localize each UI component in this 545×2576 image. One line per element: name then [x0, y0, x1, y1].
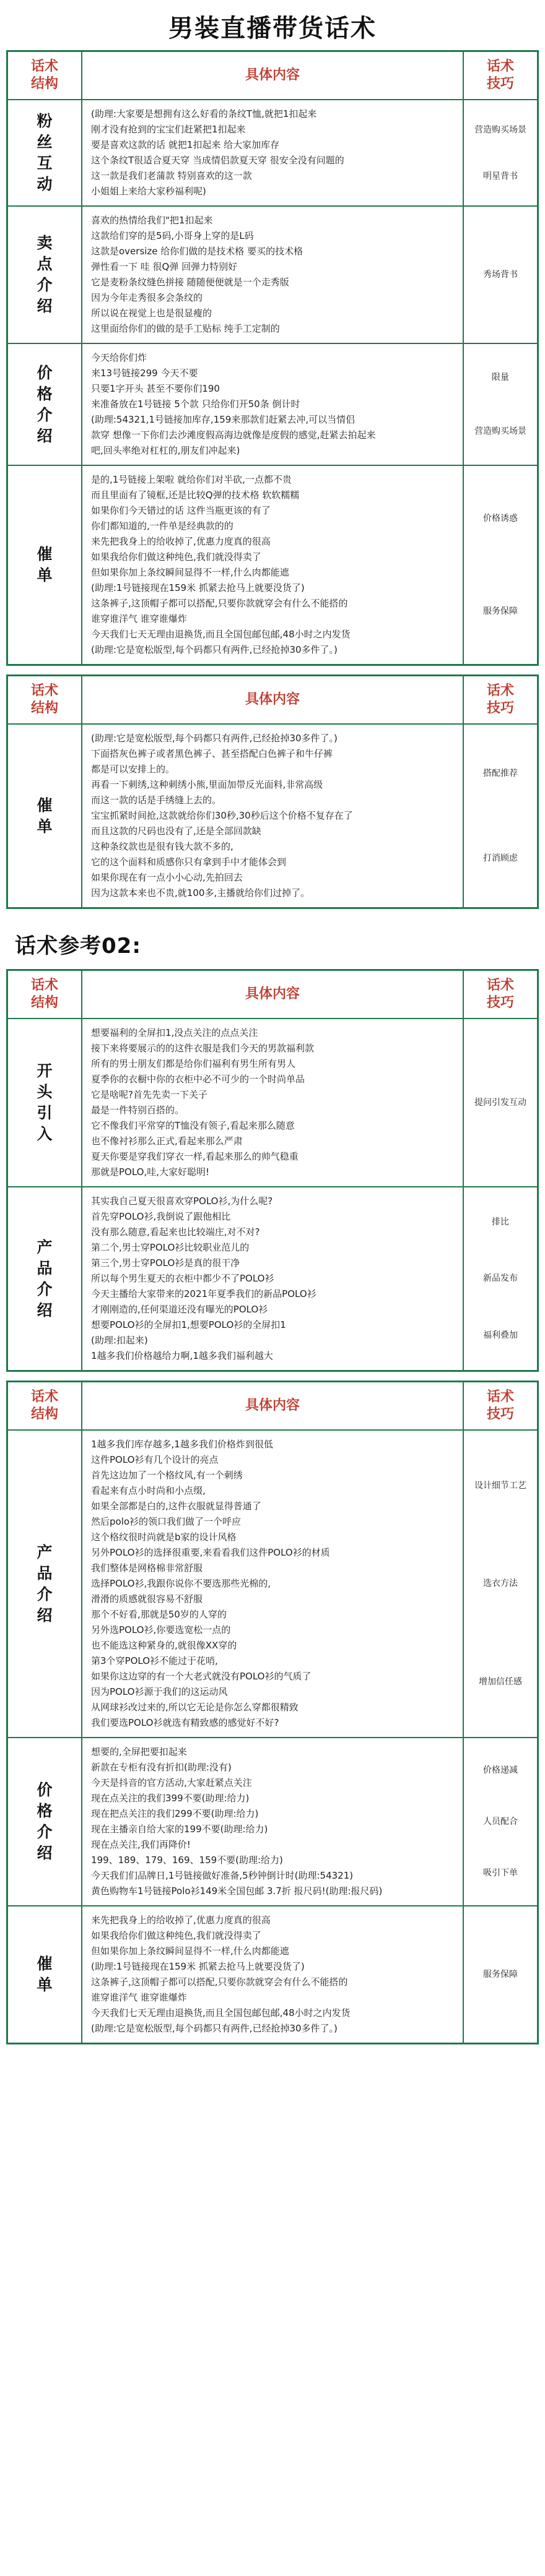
content-line: 这个条纹T很适合夏天穿 当成情侣款夏天穿 很安全没有问题的 — [91, 155, 344, 166]
content-line: 199、189、179、169、159不要(助理:给力) — [91, 1854, 283, 1866]
header-structure: 话术 结构 — [8, 1382, 82, 1429]
content-line: 这条裤子,这顶帽子都可以搭配,只要你款就穿会有什么不能搭的 — [91, 598, 348, 609]
skill-label: 限量 — [492, 372, 509, 382]
table-row — [8, 1906, 537, 2043]
content-line: 它是麦粉条纹缝色拼接 随随便便就是一个走秀版 — [91, 277, 289, 288]
content-line: 另外选POLO衫,你要选宽松一点的 — [91, 1624, 231, 1635]
row-skills — [463, 100, 537, 205]
content-line: 那就是POLO,哇,大家好聪明! — [91, 1166, 210, 1178]
content-line: 来先把我身上的给收掉了,优惠力度真的很高 — [91, 536, 271, 547]
header-content: 具体内容 — [245, 986, 300, 1002]
content-line: 1越多我们价格越给力啊,1越多我们福利越大 — [91, 1350, 273, 1361]
content-line: 夏季你的衣橱中你的衣柜中必不可少的一个时尚单品 — [91, 1074, 305, 1085]
table-row — [8, 725, 537, 907]
content-line: 另外POLO衫的选择很重要,来看看我们这件POLO衫的材质 — [91, 1547, 330, 1558]
content-line: 宝宝抓紧时间抢,这款就给你们30秒,30秒后这个价格不复存在了 — [91, 810, 353, 821]
row-structure — [8, 725, 82, 907]
row-skills — [463, 1431, 537, 1737]
script-reference-02 — [0, 969, 545, 2044]
content-line: 它不像我们平常穿的T恤没有领子,看起来那么随意 — [91, 1120, 295, 1131]
content-line: 今天我们七天无理由退换货,而且全国包邮包邮,48小时之内发货 — [91, 629, 351, 640]
skill-label: 选衣方法 — [483, 1579, 518, 1589]
content-line: 如果全部都是白的,这件衣服就显得普通了 — [91, 1501, 261, 1512]
content-line: 因为POLO衫源于我们的这运动风 — [91, 1686, 228, 1697]
row-structure-label: 催单 — [37, 1955, 53, 1994]
content-line: 下面搭灰色裤子或者黑色裤子、甚至搭配白色裤子和牛仔裤 — [91, 748, 333, 759]
table-header — [8, 52, 537, 100]
content-line: 这一款是我们老蒲款 特别喜欢的这一款 — [91, 170, 252, 181]
header-structure: 话术 结构 — [8, 52, 82, 99]
row-structure — [8, 344, 82, 465]
content-line: 款穿 想像一下你们去沙滩度假高海边就像是度假的感觉,赶紧去拍起来 — [91, 429, 376, 441]
content-line: 因为今年走秀很多会条纹的 — [91, 292, 203, 303]
skill-label: 服务保障 — [483, 606, 518, 616]
content-line: 都是可以安排上的。 — [91, 764, 175, 775]
row-skills — [463, 207, 537, 343]
content-line: 这款是oversize 给你们做的是技术格 要买的技术格 — [91, 246, 303, 257]
skill-label: 打消顾虑 — [483, 853, 518, 864]
table-row — [8, 207, 537, 344]
row-structure — [8, 1738, 82, 1905]
script-table — [6, 969, 539, 1372]
content-line: 然后polo衫的领口我们做了一个呼应 — [91, 1516, 242, 1527]
content-line: 也不能选这种紧身的,就很像XX穿的 — [91, 1640, 237, 1651]
row-structure-label: 催单 — [37, 545, 53, 584]
skill-label: 营造购买场景 — [474, 124, 526, 135]
content-line: 第二个,男士穿POLO衫比较职业范儿的 — [91, 1242, 250, 1253]
content-line: (助理:它是宽松版型,每个码都只有两件,已经抢掉30多件了。) — [91, 733, 338, 744]
row-structure-label: 价格介绍 — [37, 363, 53, 445]
content-line: 弹性看一下 哇 很Q弹 回弹力特别好 — [91, 261, 238, 272]
header-structure: 话术 结构 — [8, 676, 82, 723]
row-content — [82, 1019, 463, 1186]
content-line: 今天主播给大家带来的2021年夏季我们的新品POLO衫 — [91, 1288, 316, 1299]
row-structure — [8, 1019, 82, 1186]
row-structure — [8, 100, 82, 205]
content-line: 夏天你要是穿我们穿衣一样,看起来那么的帅气稳重 — [91, 1151, 299, 1162]
header-content: 具体内容 — [245, 67, 300, 83]
content-line: 这个格纹很时尚就是b家的设计风格 — [91, 1531, 237, 1543]
row-skills — [463, 1019, 537, 1186]
content-line: 现在把点关注的我们299不要(助理:给力) — [91, 1808, 259, 1819]
skill-label: 吸引下单 — [483, 1868, 518, 1879]
header-skills: 话术 技巧 — [463, 971, 537, 1018]
row-structure — [8, 1431, 82, 1737]
content-line: 今天给你们炸 — [91, 352, 147, 363]
content-line: 接下来将要展示的的这件衣服是我们今天的男款福利款 — [91, 1043, 315, 1054]
script-table — [6, 674, 539, 909]
content-line: 看起来有点小时尚和小点缀, — [91, 1485, 206, 1496]
content-line: 如果你现在有一点小小心动,先拍回去 — [91, 872, 243, 883]
content-line: 来先把我身上的给收掉了,优惠力度真的很高 — [91, 1915, 271, 1926]
content-line: 选择POLO衫,我跟你说你不要选那些光棉的, — [91, 1578, 271, 1589]
content-line: 今天我们七天无理由退换货,而且全国包邮包邮,48小时之内发货 — [91, 2007, 351, 2018]
skill-label: 营造购买场景 — [474, 426, 526, 437]
header-content: 具体内容 — [245, 692, 300, 707]
table-row — [8, 1019, 537, 1187]
skill-label: 价格诱惑 — [483, 514, 518, 523]
row-structure-label: 开头引入 — [37, 1062, 53, 1143]
content-line: 最是一件特别百搭的。 — [91, 1105, 185, 1116]
row-structure-label: 价格介绍 — [37, 1781, 53, 1862]
row-content — [82, 207, 463, 343]
content-line: 从网球衫改过来的,所以它无论是你怎么穿都很精致 — [91, 1702, 299, 1713]
header-skills: 话术 技巧 — [463, 1382, 537, 1429]
content-line: 想要福利的全屏扣1,没点关注的点点关注 — [91, 1027, 258, 1038]
content-line: 而且里面有了镜框,还是比较Q弹的技术格 软软糯糯 — [91, 489, 300, 501]
row-content — [82, 1906, 463, 2043]
row-structure-label: 催单 — [37, 796, 53, 835]
content-line: 只要1字开头 甚至不要你们190 — [91, 383, 220, 394]
header-skills: 话术 技巧 — [463, 52, 537, 99]
content-line: 吧,回头率绝对杠杠的,朋友们冲起来) — [91, 445, 240, 456]
row-structure — [8, 466, 82, 664]
content-line: 这里面给你们的做的是手工贴标 纯手工定制的 — [91, 323, 280, 334]
table-row — [8, 100, 537, 207]
row-content — [82, 466, 463, 664]
header-content: 具体内容 — [245, 1398, 300, 1413]
content-line: 第3个穿POLO衫不能过于花哨, — [91, 1655, 218, 1666]
row-skills — [463, 1906, 537, 2043]
row-structure — [8, 1187, 82, 1370]
content-line: 所有的男士朋友们都是给你们福利有男生所有男人 — [91, 1058, 296, 1069]
script-table — [6, 50, 539, 666]
table-row — [8, 466, 537, 664]
table-header — [8, 1382, 537, 1431]
page-title: 男装直播带货话术 — [168, 14, 377, 43]
table-row — [8, 1738, 537, 1906]
content-line: 这件POLO衫有几个设计的亮点 — [91, 1454, 219, 1465]
content-line: (助理:54321,1号链接加库存,159来那款们赶紧去冲,可以当情侣 — [91, 414, 355, 425]
content-line: 黄色购物车1号链接Polo衫149米全国包邮 3.7折 报尺码!(助理:报尺码) — [91, 1885, 383, 1897]
row-content — [82, 100, 463, 205]
script-reference-01 — [0, 50, 545, 909]
row-structure-label: 产品介绍 — [37, 1543, 53, 1624]
content-line: 现在主播亲自给大家的199不要(助理:给力) — [91, 1824, 268, 1835]
content-line: (助理:扣起来) — [91, 1335, 148, 1346]
content-line: 如果我给你们做这种纯色,我们就没得卖了 — [91, 551, 261, 562]
content-line: (助理:它是宽松版型,每个码都只有两件,已经抢掉30多件了。) — [91, 644, 338, 655]
content-line: 这款给们穿的是5码,小哥身上穿的是L码 — [91, 230, 254, 241]
skill-label: 增加信任感 — [479, 1676, 522, 1687]
row-content — [82, 1187, 463, 1370]
content-line: 如果我给你们做这种纯色,我们就没得卖了 — [91, 1930, 261, 1941]
skill-label: 搭配推荐 — [483, 768, 518, 778]
content-line: 谁穿谁洋气 谁穿谁爆炸 — [91, 613, 187, 624]
content-line: 是的,1号链接上架啦 就给你们对半砍,一点都不贵 — [91, 474, 292, 485]
row-content — [82, 725, 463, 907]
row-skills — [463, 344, 537, 465]
content-line: 1越多我们库存越多,1越多我们价格炸到很低 — [91, 1439, 273, 1450]
skill-label: 排比 — [492, 1217, 509, 1227]
table-row — [8, 344, 537, 466]
content-line: 没有那么随意,看起来也比较端庄,对不对? — [91, 1226, 260, 1238]
row-skills — [463, 1738, 537, 1905]
row-skills — [463, 725, 537, 907]
content-line: 再看一下刺绣,这种刺绣小熊,里面加带反光面料,非常高级 — [91, 779, 323, 790]
content-line: 如果你们今天错过的话 这件当瓶更该的有了 — [91, 505, 271, 516]
content-line: 现在点关注,我们再降价! — [91, 1839, 191, 1850]
content-line: 其实我自己夏天很喜欢穿POLO衫,为什么呢? — [91, 1195, 273, 1207]
content-line: 谁穿谁洋气 谁穿谁爆炸 — [91, 1992, 187, 2003]
content-line: (助理:大家要是想拥有这么好看的条纹T恤,就把1扣起来 — [91, 108, 317, 119]
content-line: (助理:1号链接现在159米 抓紧去抢马上就要没货了) — [91, 582, 305, 593]
header-structure: 话术 结构 — [8, 971, 82, 1018]
content-line: 而这一款的话是手绣缝上去的。 — [91, 795, 222, 806]
content-line: 它的这个面料和质感你只有拿到手中才能体会到 — [91, 856, 287, 868]
content-line: 今天是抖音的官方活动,大家赶紧点关注 — [91, 1777, 252, 1788]
content-line: 也不像衬衫那么正式,看起来那么严肃 — [91, 1135, 243, 1147]
table-header — [8, 676, 537, 725]
content-line: 新款在专柜有没有折扣(助理:没有) — [91, 1762, 232, 1773]
content-line: 想要POLO衫的全屏扣1,想要POLO衫的全屏扣1 — [91, 1319, 286, 1330]
content-line: 首先穿POLO衫,我倒说了跟他相比 — [91, 1211, 231, 1222]
skill-label: 设计细节工艺 — [474, 1481, 526, 1491]
skill-label: 人员配合 — [483, 1816, 518, 1827]
row-content — [82, 344, 463, 465]
content-line: 滑滑的质感就很容易不舒服 — [91, 1593, 203, 1605]
content-line: 因为这款本来也不贵,就100多,主播就给你们过掉了。 — [91, 887, 310, 898]
skill-label: 新品发布 — [483, 1273, 518, 1284]
content-line: 现在点关注的我们399不要(助理:给力) — [91, 1793, 250, 1804]
content-line: (助理:它是宽松版型,每个码都只有两件,已经抢掉30多件了。) — [91, 2023, 338, 2034]
table-row — [8, 1431, 537, 1738]
content-line: 小姐姐上来给大家秒福利呢) — [91, 186, 206, 197]
content-line: 第三个,男士穿POLO衫是真的很干净 — [91, 1257, 240, 1269]
header-skills: 话术 技巧 — [463, 676, 537, 723]
content-line: 所以每个男生夏天的衣柜中都少不了POLO衫 — [91, 1273, 274, 1284]
content-line: 这条裤子,这顶帽子都可以搭配,只要你款就穿会有什么不能搭的 — [91, 1976, 348, 1988]
row-content — [82, 1431, 463, 1737]
content-line: 但如果你加上条纹瞬间显得不一样,什么肉都能遮 — [91, 567, 289, 578]
content-line: 那个不好看,那就是50岁的人穿的 — [91, 1609, 227, 1620]
skill-label: 服务保障 — [483, 1970, 518, 1979]
content-line: 你们都知道的,一件单是经典款的的 — [91, 520, 233, 532]
content-line: 它是啥呢?首先先卖一下关子 — [91, 1089, 207, 1100]
content-line: 首先这边加了一个格纹风,有一个刺绣 — [91, 1470, 243, 1481]
skill-label: 提问引发互动 — [474, 1098, 526, 1108]
content-line: (助理:1号链接现在159米 抓紧去抢马上就要没货了) — [91, 1961, 305, 1972]
row-skills — [463, 1187, 537, 1370]
content-line: 今天我们们品牌日,1号链接做好准备,5秒钟倒计时(助理:54321) — [91, 1870, 354, 1881]
row-structure-label: 产品介绍 — [37, 1238, 53, 1319]
script-table — [6, 1381, 539, 2044]
content-line: 但如果你加上条纹瞬间显得不一样,什么肉都能遮 — [91, 1945, 289, 1957]
content-line: 这种条纹款也是很有钱大款不多的, — [91, 841, 233, 852]
row-structure — [8, 207, 82, 343]
row-structure — [8, 1906, 82, 2043]
section-title-reference-02: 话术参考02: — [15, 934, 141, 958]
content-line: 喜欢的热情给我们"把1扣起来 — [91, 215, 213, 226]
row-structure-label: 卖点介绍 — [37, 234, 53, 315]
skill-label: 秀场背书 — [483, 270, 518, 280]
skill-label: 价格递减 — [483, 1765, 518, 1775]
content-line: 我们整体是网格棉非常舒服 — [91, 1562, 203, 1574]
skill-label: 福利叠加 — [483, 1330, 518, 1341]
content-line: 刚才没有抢到的宝宝们赶紧把1扣起来 — [91, 124, 246, 135]
row-skills — [463, 466, 537, 664]
row-content — [82, 1738, 463, 1905]
content-line: 我们要选POLO衫就选有精致感的感觉好不好? — [91, 1717, 279, 1728]
content-line: 要是喜欢这款的话 就把1扣起来 给大家加库存 — [91, 139, 280, 150]
table-header — [8, 971, 537, 1019]
content-line: 如果你这边穿的有一个大老式就没有POLO衫的气质了 — [91, 1671, 312, 1682]
skill-label: 明星背书 — [483, 171, 518, 181]
content-line: 来13号链接299 今天不要 — [91, 368, 198, 379]
content-line: 来准备放在1号链接 5个款 只给你们开50条 倒计时 — [91, 398, 300, 410]
content-line: 想要的,全屏把要扣起来 — [91, 1746, 187, 1757]
content-line: 而且这款的尺码也没有了,还是全部回款缺 — [91, 825, 261, 837]
table-row — [8, 1187, 537, 1370]
content-line: 才刚刚造的,任何渠道还没有曝光的POLO衫 — [91, 1304, 268, 1315]
content-line: 所以说在视觉上也是很显瘦的 — [91, 308, 212, 319]
row-structure-label: 粉丝互动 — [37, 112, 53, 193]
